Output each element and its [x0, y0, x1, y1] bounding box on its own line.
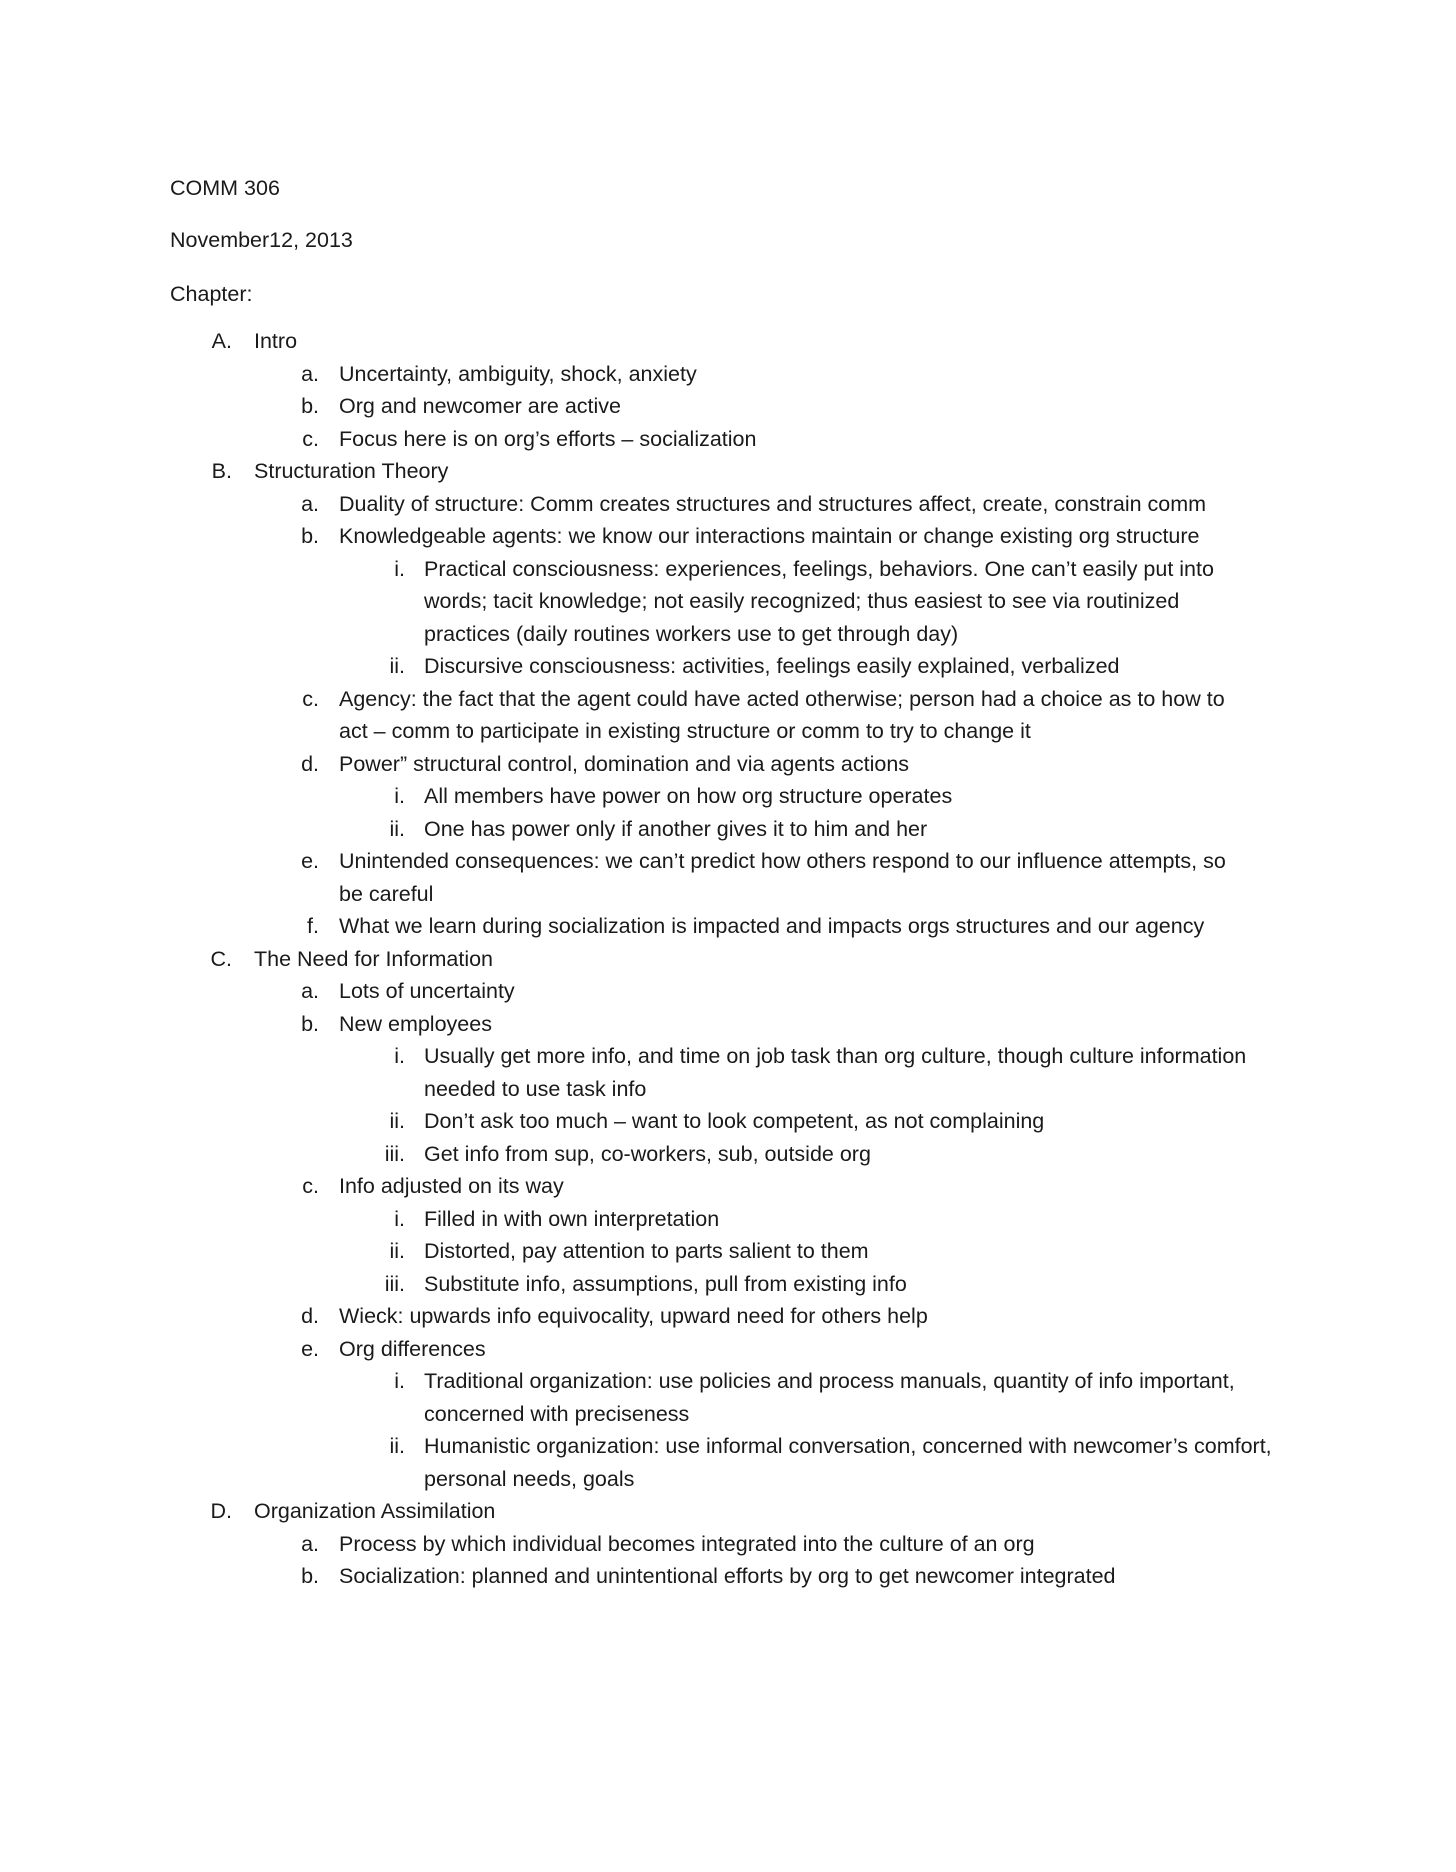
- outline-text: Distorted, pay attention to parts salient to them: [424, 1239, 869, 1263]
- outline-marker: b.: [301, 394, 319, 418]
- outline-item-level-2: [0, 423, 1239, 456]
- outline-text: Intro: [254, 329, 298, 353]
- outline-marker: i.: [394, 784, 405, 808]
- outline-text: Don’t ask too much – want to look competent, as not complaining: [424, 1109, 1045, 1133]
- outline-item-level-3: [0, 813, 1254, 846]
- outline-marker: d.: [301, 1304, 319, 1328]
- outline-item-level-2: [0, 1008, 1239, 1041]
- outline-text: Org differences: [339, 1336, 486, 1361]
- outline-text: Socialization: planned and unintentional efforts by org to get newcomer integrated: [339, 1564, 1116, 1588]
- outline-marker: ii.: [389, 1434, 405, 1458]
- outline-text: Filled in with own interpretation: [424, 1206, 720, 1231]
- outline-text: Process by which individual becomes integrated into the culture of an org: [339, 1531, 1035, 1556]
- outline-item-level-2: [0, 683, 1239, 748]
- outline-marker: f.: [307, 914, 319, 938]
- outline-text: What we learn during socialization is impacted and impacts orgs structures and our agency: [339, 914, 1205, 938]
- outline-item-level-2: [0, 1528, 1239, 1561]
- outline-text: Humanistic organization: use informal conversation, concerned with newcomer’s comfort, personal needs, goals: [424, 1434, 1272, 1491]
- outline-item-level-2: [0, 1560, 1239, 1593]
- outline-text: Get info from sup, co-workers, sub, outside org: [424, 1141, 871, 1166]
- outline-item-level-2: [0, 390, 1239, 423]
- outline-item-level-3: [0, 1040, 1254, 1105]
- outline-marker: ii.: [389, 1239, 405, 1263]
- chapter-label: Chapter:: [170, 282, 253, 306]
- outline-text: All members have power on how org structure operates: [424, 784, 953, 808]
- course-code: COMM 306: [170, 176, 280, 200]
- outline-item-level-3: [0, 1430, 1284, 1495]
- outline-text: Structuration Theory: [254, 459, 449, 483]
- outline-text: Lots of uncertainty: [339, 979, 515, 1003]
- outline-item-level-2: [0, 1300, 1239, 1333]
- outline-text: Unintended consequences: we can’t predict how others respond to our influence attempts, so be careful: [339, 849, 1226, 906]
- outline-marker: a.: [301, 979, 319, 1003]
- outline-text: Power” structural control, domination and via agents actions: [339, 751, 910, 776]
- outline-text: Org and newcomer are active: [339, 394, 622, 418]
- outline-text: One has power only if another gives it to him and her: [424, 816, 928, 841]
- outline-item-level-2: [0, 520, 1239, 553]
- outline-marker: b.: [301, 524, 319, 548]
- outline-text: Discursive consciousness: activities, feelings easily explained, verbalized: [424, 654, 1120, 678]
- outline-item-level-1: [0, 325, 1274, 358]
- outline-item-level-2: [0, 845, 1239, 910]
- outline-marker: i.: [394, 556, 405, 581]
- outline-item-level-1: [0, 943, 1274, 976]
- outline-marker: B.: [211, 459, 232, 483]
- outline-item-level-2: [0, 1170, 1239, 1203]
- outline-marker: A.: [211, 329, 232, 353]
- outline-marker: C.: [210, 946, 232, 971]
- outline-marker: c.: [302, 686, 319, 711]
- outline-marker: i.: [394, 1206, 405, 1231]
- outline-text: Info adjusted on its way: [339, 1174, 564, 1198]
- outline-marker: e.: [301, 1336, 319, 1361]
- outline-marker: a.: [301, 491, 319, 516]
- outline-text: Substitute info, assumptions, pull from existing info: [424, 1271, 907, 1296]
- outline-item-level-2: [0, 1333, 1239, 1366]
- outline-marker: a.: [301, 1531, 319, 1556]
- outline-text: The Need for Information: [254, 946, 494, 971]
- outline-text: Traditional organization: use policies and process manuals, quantity of info important, concerned with preciseness: [424, 1369, 1235, 1426]
- lecture-date: November12, 2013: [170, 228, 353, 252]
- outline-marker: c.: [302, 1174, 319, 1198]
- outline-item-level-3: [0, 1235, 1254, 1268]
- outline-item-level-3: [0, 650, 1254, 683]
- outline-item-level-2: [0, 910, 1239, 943]
- outline-item-level-2: [0, 488, 1239, 521]
- outline-text: Uncertainty, ambiguity, shock, anxiety: [339, 361, 697, 386]
- outline-marker: c.: [302, 426, 319, 451]
- outline-marker: i.: [394, 1044, 405, 1068]
- outline-item-level-3: [0, 1365, 1254, 1430]
- outline-text: Practical consciousness: experiences, feelings, behaviors. One can’t easily put into words; tacit knowledge; not easily recognized; thus easiest to see via routinized practices (daily routines workers use to get through day): [424, 556, 1214, 646]
- outline-marker: b.: [301, 1011, 319, 1036]
- outline-marker: d.: [301, 751, 319, 776]
- outline-item-level-3: [0, 1105, 1254, 1138]
- outline-marker: i.: [394, 1369, 405, 1393]
- outline-text: Agency: the fact that the agent could have acted otherwise; person had a choice as to how to act – comm to participate in existing structure or comm to try to change it: [339, 686, 1225, 743]
- outline-item-level-3: [0, 1138, 1254, 1171]
- outline-marker: b.: [301, 1564, 319, 1588]
- outline-item-level-1: [0, 1495, 1274, 1528]
- outline-text: Usually get more info, and time on job task than org culture, though culture information needed to use task info: [424, 1044, 1247, 1101]
- outline-item-level-2: [0, 975, 1239, 1008]
- outline-item-level-3: [0, 553, 1254, 651]
- outline-marker: ii.: [389, 654, 405, 678]
- outline-text: New employees: [339, 1011, 492, 1036]
- outline-text: Organization Assimilation: [254, 1499, 496, 1523]
- outline-marker: a.: [301, 361, 319, 386]
- notes-outline: [0, 325, 1456, 1593]
- outline-item-level-3: [0, 1203, 1254, 1236]
- outline-marker: iii.: [384, 1141, 405, 1166]
- outline-item-level-2: [0, 358, 1239, 391]
- outline-text: Duality of structure: Comm creates structures and structures affect, create, constrain comm: [339, 491, 1207, 516]
- outline-item-level-2: [0, 748, 1239, 781]
- outline-marker: e.: [301, 849, 319, 873]
- outline-marker: D.: [210, 1499, 232, 1523]
- outline-text: Knowledgeable agents: we know our interactions maintain or change existing org structure: [339, 524, 1200, 548]
- outline-item-level-3: [0, 780, 1254, 813]
- outline-item-level-3: [0, 1268, 1254, 1301]
- outline-marker: ii.: [389, 816, 405, 841]
- outline-text: Wieck: upwards info equivocality, upward need for others help: [339, 1304, 928, 1328]
- outline-marker: ii.: [389, 1109, 405, 1133]
- outline-item-level-1: [0, 455, 1274, 488]
- outline-text: Focus here is on org’s efforts – socialization: [339, 426, 757, 451]
- outline-marker: iii.: [384, 1271, 405, 1296]
